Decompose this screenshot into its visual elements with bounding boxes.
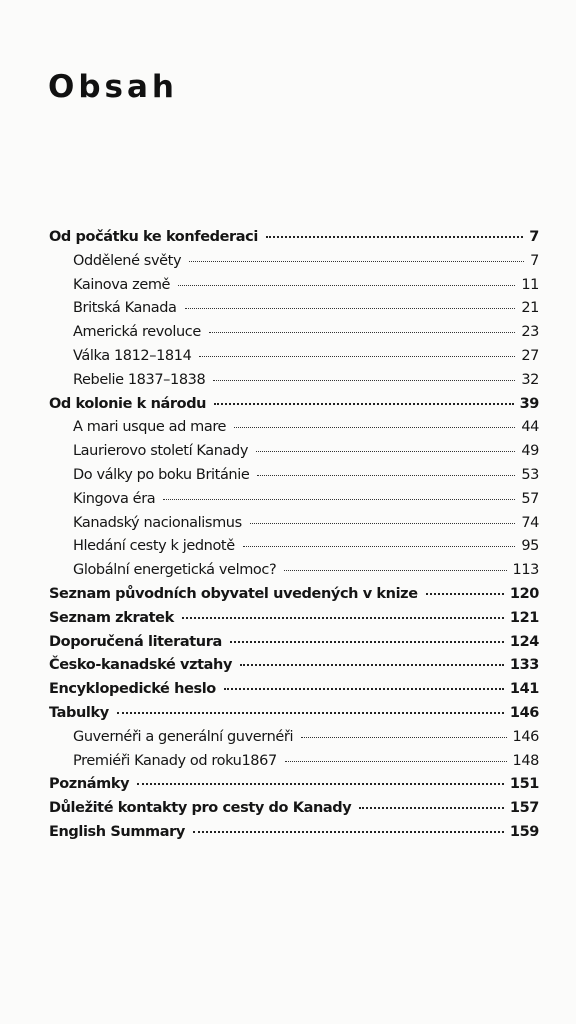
dot-leader xyxy=(266,235,523,238)
toc-page-number: 7 xyxy=(530,252,539,269)
table-of-contents xyxy=(49,226,539,845)
dot-leader xyxy=(214,402,514,405)
toc-page-number: 121 xyxy=(509,609,539,626)
dot-leader xyxy=(256,450,515,452)
toc-page-number: 141 xyxy=(509,681,539,698)
toc-subsection xyxy=(49,416,539,440)
toc-entry-title: Globální energetická velmoc? xyxy=(73,562,277,579)
toc-entry-title: Česko-kanadské vztahy xyxy=(49,657,233,674)
toc-entry-title: Oddělené světy xyxy=(73,252,182,269)
toc-page-number: 124 xyxy=(509,633,539,650)
dot-leader xyxy=(193,830,504,833)
dot-leader xyxy=(250,522,516,524)
dot-leader xyxy=(243,545,516,547)
dot-leader xyxy=(257,474,515,476)
dot-leader xyxy=(137,782,504,785)
toc-page-number: 57 xyxy=(521,490,539,507)
toc-chapter xyxy=(49,393,539,417)
dot-leader xyxy=(359,806,504,809)
toc-page-number: 157 xyxy=(509,800,539,817)
toc-page-number: 27 xyxy=(521,347,539,364)
toc-page-number: 120 xyxy=(509,585,539,602)
toc-entry-title: Seznam zkratek xyxy=(49,609,174,626)
toc-page-number: 148 xyxy=(512,752,539,769)
dot-leader xyxy=(234,426,515,428)
toc-page-number: 23 xyxy=(521,324,539,341)
toc-chapter xyxy=(49,821,539,845)
toc-page-number: 113 xyxy=(512,562,539,579)
toc-page-number: 32 xyxy=(521,371,539,388)
dot-leader xyxy=(240,663,504,666)
toc-chapter xyxy=(49,654,539,678)
toc-chapter xyxy=(49,607,539,631)
toc-subsection xyxy=(49,345,539,369)
toc-page-number: 95 xyxy=(521,538,539,555)
toc-page-number: 7 xyxy=(529,229,539,245)
toc-subsection xyxy=(49,535,539,559)
toc-entry-title: Guvernéři a generální guvernéři xyxy=(73,728,294,745)
toc-page-number: 11 xyxy=(521,276,539,293)
toc-chapter xyxy=(49,226,539,250)
dot-leader xyxy=(301,736,506,738)
toc-entry-title: Od kolonie k národu xyxy=(49,395,207,412)
toc-chapter xyxy=(49,583,539,607)
dot-leader xyxy=(213,379,515,381)
toc-subsection xyxy=(49,488,539,512)
toc-subsection xyxy=(49,559,539,583)
toc-subsection xyxy=(49,726,539,750)
toc-subsection xyxy=(49,464,539,488)
toc-subsection xyxy=(49,274,539,298)
toc-entry-title: Britská Kanada xyxy=(73,300,177,317)
toc-chapter xyxy=(49,702,539,726)
toc-page-number: 133 xyxy=(509,657,539,674)
toc-entry-title: Encyklopedické heslo xyxy=(49,681,216,698)
dot-leader xyxy=(189,260,524,262)
dot-leader xyxy=(117,711,504,714)
toc-entry-title: Kainova země xyxy=(73,276,171,293)
toc-entry-title: Do války po boku Británie xyxy=(73,466,250,483)
toc-subsection xyxy=(49,750,539,774)
toc-subsection xyxy=(49,369,539,393)
toc-page-number: 53 xyxy=(521,466,539,483)
toc-chapter xyxy=(49,773,539,797)
dot-leader xyxy=(284,569,506,571)
page-title: Obsah xyxy=(48,68,178,105)
toc-subsection xyxy=(49,512,539,536)
dot-leader xyxy=(285,760,507,762)
dot-leader xyxy=(185,307,516,309)
toc-entry-title: Americká revoluce xyxy=(73,324,201,341)
toc-page-number: 39 xyxy=(519,395,539,412)
toc-entry-title: Kingova éra xyxy=(73,490,156,507)
toc-subsection xyxy=(49,250,539,274)
dot-leader xyxy=(182,616,504,619)
toc-chapter xyxy=(49,797,539,821)
toc-entry-title: Laurierovo století Kanady xyxy=(73,443,249,460)
toc-page-number: 146 xyxy=(512,728,539,745)
toc-subsection xyxy=(49,321,539,345)
toc-entry-title: Hledání cesty k jednotě xyxy=(73,538,235,555)
toc-entry-title: A mari usque ad mare xyxy=(73,419,227,436)
toc-entry-title: Tabulky xyxy=(49,704,109,721)
toc-subsection xyxy=(49,440,539,464)
dot-leader xyxy=(178,284,515,286)
dot-leader xyxy=(209,331,515,333)
toc-entry-title: Premiéři Kanady od roku1867 xyxy=(73,752,277,769)
toc-entry-title: Důležité kontakty pro cesty do Kanady xyxy=(49,800,352,817)
dot-leader xyxy=(426,592,504,595)
toc-page-number: 151 xyxy=(509,776,539,793)
toc-subsection xyxy=(49,297,539,321)
toc-entry-title: Kanadský nacionalismus xyxy=(73,514,242,531)
toc-page-number: 74 xyxy=(521,514,539,531)
toc-page-number: 49 xyxy=(521,443,539,460)
dot-leader xyxy=(163,498,515,500)
toc-entry-title: Seznam původních obyvatel uvedených v knize xyxy=(49,585,418,602)
toc-page-number: 21 xyxy=(521,300,539,317)
toc-entry-title: Poznámky xyxy=(49,776,130,793)
toc-page-number: 146 xyxy=(509,704,539,721)
dot-leader xyxy=(224,687,504,690)
toc-page-number: 44 xyxy=(521,419,539,436)
toc-entry-title: Od počátku ke konfederaci xyxy=(49,229,258,245)
toc-entry-title: Válka 1812–1814 xyxy=(73,347,192,364)
toc-chapter xyxy=(49,631,539,655)
toc-entry-title: Rebelie 1837–1838 xyxy=(73,371,206,388)
dot-leader xyxy=(199,355,515,357)
toc-entry-title: English Summary xyxy=(49,823,185,840)
dot-leader xyxy=(230,640,504,643)
toc-chapter xyxy=(49,678,539,702)
toc-page-number: 159 xyxy=(509,823,539,840)
toc-entry-title: Doporučená literatura xyxy=(49,633,222,650)
